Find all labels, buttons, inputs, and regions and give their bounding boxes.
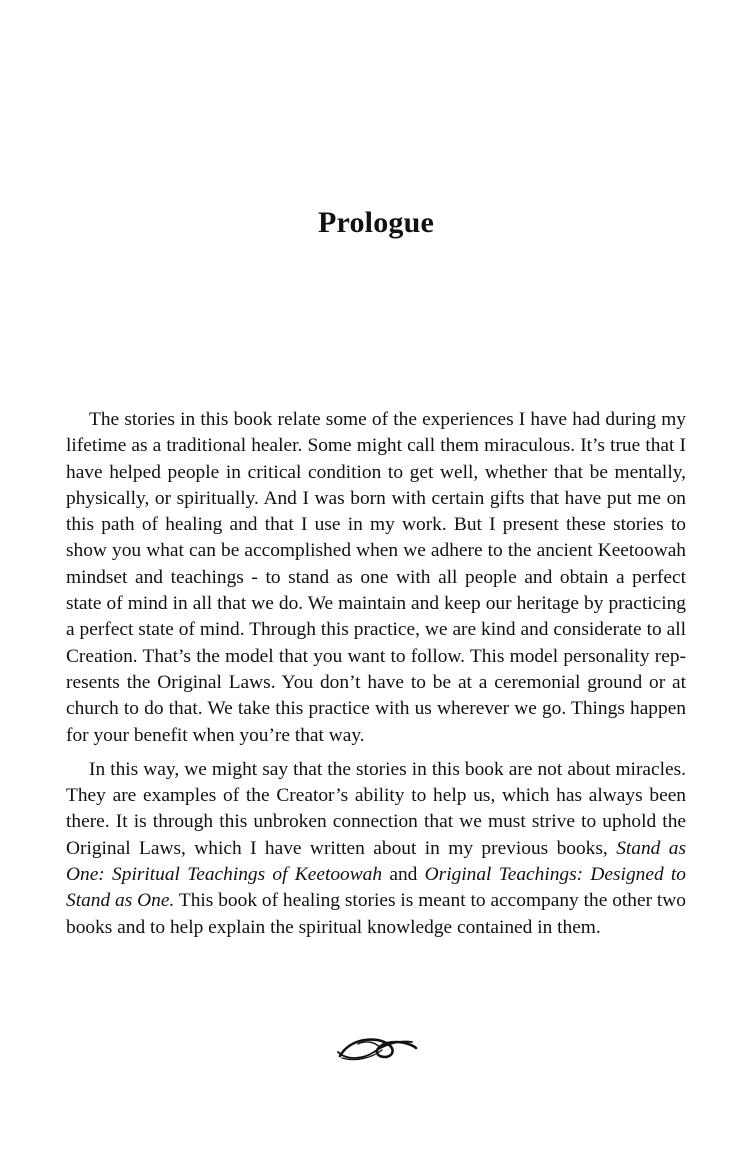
- paragraph-2-text-c: This book of healing stories is meant to accompany the other two books and to help explain the spiritual knowledge contained in them.: [66, 890, 687, 938]
- paragraph-2-text-b: and: [382, 864, 425, 886]
- paragraph-2-text-a: In this way, we might say that the stories in this book are not about miracles. They are examples of the Creator’s ability to help us, which has always been there. It is through this unbroken connection that we must strive to uphold the Original Laws, which I have written about in my previous books,: [66, 758, 686, 859]
- paragraph-1: [66, 407, 686, 749]
- prologue-body: [66, 407, 686, 941]
- book-title-original-teachings: Original Teachings: Designed to Stand as One.: [66, 864, 687, 912]
- paragraph-1-text: The stories in this book relate some of the experiences I have had during my lifetime as a traditional healer. Some might call them miraculous. It’s true that I have helped people in critical condition to get well, whether that be mentally, physically, or spiritually. And I was born with certain gifts that have put me on this path of healing and that I use in my work. But I present these stories to show you what can be accomplished when we adhere to the ancient Keetoowah mindset and teachings - to stand as one with all people and obtain a perfect state of mind in all that we do. We maintain and keep our heritage by practicing a perfect state of mind. Through this practice, we are kind and considerate to all Creation. That’s the model that you want to follow. This model personality represents the Original Laws. You don’t have to be at a ceremonial ground or at church to do that. We take this practice with us wherever we go. Things happen for your benefit when you’re that way.: [66, 409, 686, 746]
- book-title-stand-as-one: Stand as One: Spiritual Teachings of Keetoowah: [66, 837, 687, 886]
- page-title: Prologue: [317, 206, 435, 239]
- flourish-ornament-icon: [336, 1030, 418, 1066]
- paragraph-2: [66, 757, 686, 941]
